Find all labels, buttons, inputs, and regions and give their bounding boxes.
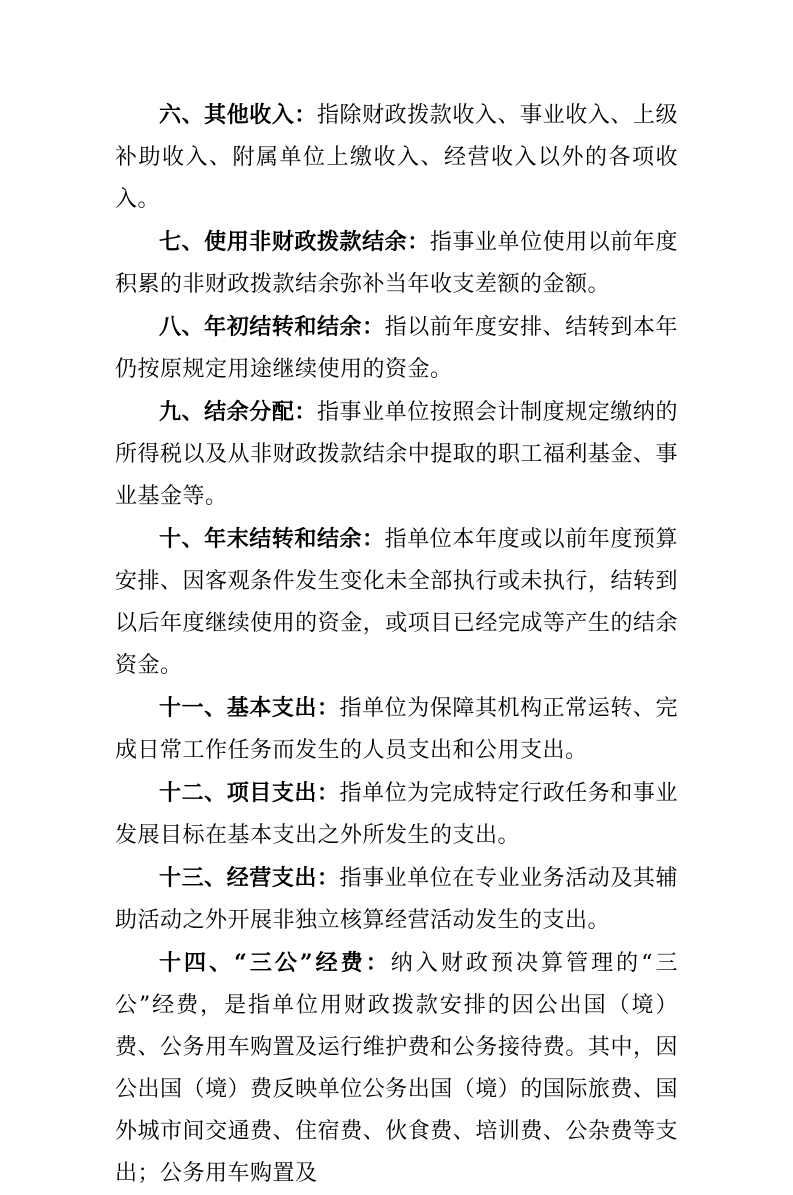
paragraph-body: 指事业单位使用以前年度积累的非财政拨款结余弥补当年收支差额的金额。 [115,230,678,297]
paragraph-beginning-carryover [115,306,678,391]
paragraph-term: 九、结余分配： [159,399,317,425]
paragraph-term: 八、年初结转和结余： [159,314,385,340]
paragraph-body: 指事业单位在专业业务活动及其辅助活动之外开展非独立核算经营活动发生的支出。 [115,866,678,933]
paragraph-body: 指单位本年度或以前年度预算安排、因客观条件发生变化未全部执行或未执行，结转到以后年度继续使用的资金，或项目已经完成等产生的结余资金。 [115,527,678,678]
paragraph-operating-expenditure [115,857,678,942]
paragraph-term: 七、使用非财政拨款结余： [159,229,430,255]
paragraph-term: 六、其他收入： [159,102,317,128]
paragraph-body: 指事业单位按照会计制度规定缴纳的所得税以及从非财政拨款结余中提取的职工福利基金、事业基金等。 [115,400,678,509]
paragraph-other-income [115,94,678,221]
paragraph-term: 十一、基本支出： [159,695,340,721]
paragraph-yearend-carryover [115,518,678,687]
paragraph-term: 十、年末结转和结余： [159,526,385,552]
paragraph-body: 指除财政拨款收入、事业收入、上级补助收入、附属单位上缴收入、经营收入以外的各项收入。 [115,103,678,212]
paragraph-surplus-distribution [115,391,678,518]
paragraph-term: 十四、“三公”经费： [159,950,391,976]
paragraph-body: 指单位为保障其机构正常运转、完成日常工作任务而发生的人员支出和公用支出。 [115,696,678,763]
paragraph-term: 十二、项目支出： [159,780,340,806]
paragraph-non-fiscal-surplus [115,221,678,306]
paragraph-project-expenditure [115,772,678,857]
paragraph-body: 指以前年度安排、结转到本年仍按原规定用途继续使用的资金。 [115,315,678,382]
paragraph-body: 指单位为完成特定行政任务和事业发展目标在基本支出之外所发生的支出。 [115,781,678,848]
paragraph-basic-expenditure [115,687,678,772]
paragraph-term: 十三、经营支出： [159,865,340,891]
paragraph-three-public-funds [115,942,678,1195]
paragraph-body: 纳入财政预决算管理的“三公”经费，是指单位用财政拨款安排的因公出国（境）费、公务用车购置及运行维护费和公务接待费。其中，因公出国（境）费反映单位公务出国（境）的国际旅费、国外城市间交通费、住宿费、伙食费、培训费、公杂费等支出；公务用车购置及 [115,951,679,1186]
